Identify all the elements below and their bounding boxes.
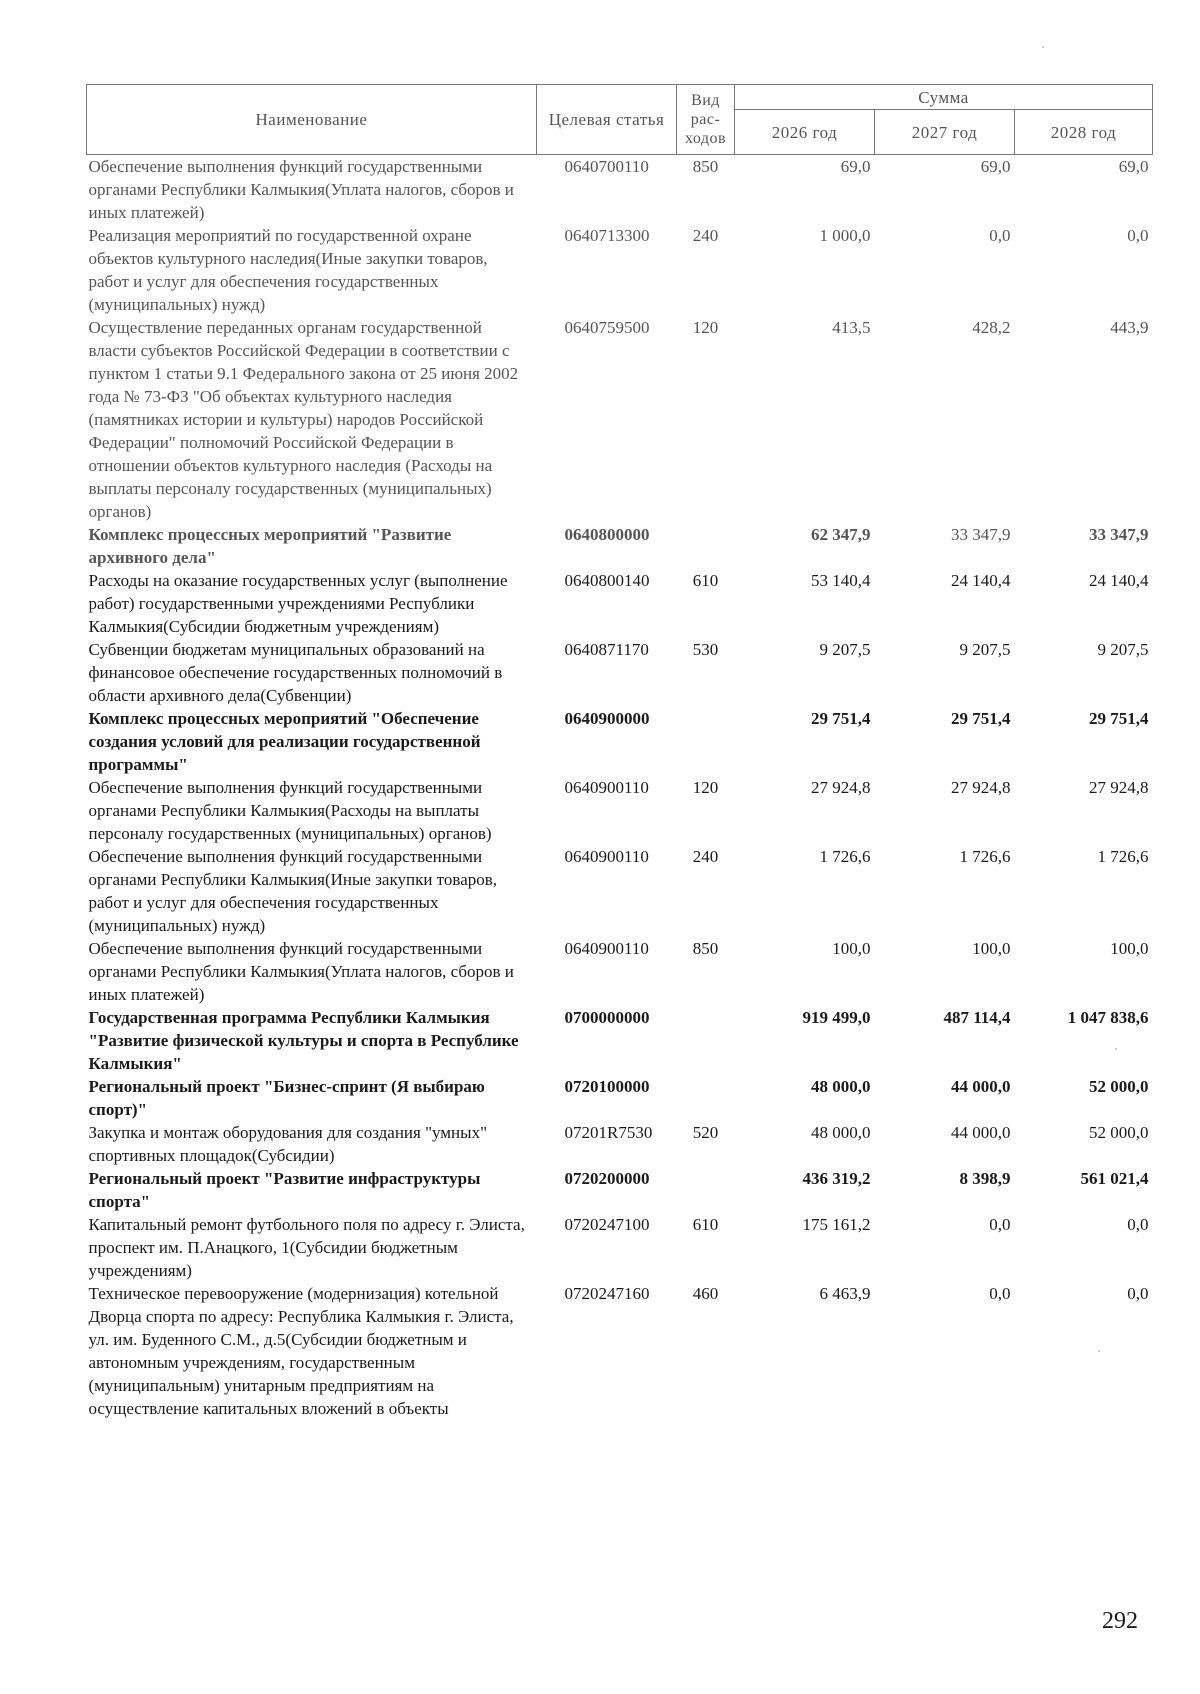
row-type	[677, 707, 735, 776]
row-name: Обеспечение выполнения функций государственными органами Республики Калмыкия(Расходы на выплаты персоналу государственных (муниципальных) органов)	[88, 778, 492, 843]
row-y2: 428,2	[972, 318, 1011, 337]
row-y3: 69,0	[1118, 157, 1149, 176]
row-code: 0640900110	[564, 778, 649, 797]
table-row	[87, 638, 1153, 707]
header-type: Вид рас-ходов	[677, 85, 735, 155]
row-name: Реализация мероприятий по государственной охране объектов культурного наследия(Иные закупки товаров, работ и услуг для обеспечения государственных (муниципальных) нужд)	[88, 226, 488, 314]
row-y1: 48 000,0	[811, 1123, 871, 1142]
header-year-2027: 2027 год	[875, 110, 1015, 155]
table-row	[87, 1121, 1153, 1167]
row-y3: 33 347,9	[1089, 525, 1149, 544]
row-type: 120	[692, 778, 719, 797]
row-y2: 0,0	[989, 1215, 1011, 1234]
table-row	[87, 1282, 1153, 1420]
row-name: Расходы на оказание государственных услуг (выполнение работ) государственными учреждениями Республики Калмыкия(Субсидии бюджетным учреждениям)	[88, 571, 508, 636]
row-y1: 53 140,4	[811, 571, 871, 590]
row-y1: 436 319,2	[802, 1169, 871, 1188]
row-y3: 0,0	[1127, 1215, 1149, 1234]
table-row	[87, 1006, 1153, 1075]
table-body	[87, 155, 1153, 1421]
row-type: 530	[692, 640, 719, 659]
row-y2: 27 924,8	[951, 778, 1011, 797]
row-y2: 8 398,9	[959, 1169, 1011, 1188]
row-y1: 919 499,0	[802, 1008, 871, 1027]
row-name: Осуществление переданных органам государственной власти субъектов Российской Федерации в соответствии с пунктом 1 статьи 9.1 Федерального закона от 25 июня 2002 года № 73-ФЗ "Об объектах культурного наследия (памятниках истории и культуры) народов Российской Федерации" полномочий Российской Федерации в отношении объектов культурного наследия (Расходы на выплаты персоналу государственных (муниципальных) органов)	[88, 318, 519, 521]
row-name: Капитальный ремонт футбольного поля по адресу г. Элиста, проспект им. П.Анацкого, 1(Субсидии бюджетным учреждениям)	[88, 1215, 525, 1280]
row-y1: 1 726,6	[819, 847, 871, 866]
row-y1: 27 924,8	[811, 778, 871, 797]
budget-table	[86, 84, 1153, 1420]
row-code: 0640800140	[564, 571, 650, 590]
row-y3: 9 207,5	[1097, 640, 1149, 659]
row-code: 0640759500	[564, 318, 650, 337]
table-row	[87, 937, 1153, 1006]
row-name: Региональный проект "Бизнес-спринт (Я выбираю спорт)"	[88, 1077, 485, 1119]
row-type: 120	[692, 318, 719, 337]
row-name: Субвенции бюджетам муниципальных образований на финансовое обеспечение государственных полномочий в области архивного дела(Субвенции)	[88, 640, 503, 705]
row-code: 07201R7530	[564, 1123, 653, 1142]
row-name: Обеспечение выполнения функций государственными органами Республики Калмыкия(Иные закупки товаров, работ и услуг для обеспечения государственных (муниципальных) нужд)	[88, 847, 498, 935]
header-name: Наименование	[87, 85, 537, 155]
row-y1: 9 207,5	[819, 640, 871, 659]
row-type: 610	[692, 571, 719, 590]
header-sum: Сумма	[735, 85, 1153, 110]
row-type: 240	[692, 847, 719, 866]
row-y2: 0,0	[989, 226, 1011, 245]
row-type: 520	[692, 1123, 719, 1142]
row-type	[677, 1167, 735, 1213]
table-row	[87, 845, 1153, 937]
row-code: 0640900110	[564, 847, 649, 866]
row-y1: 1 000,0	[819, 226, 871, 245]
row-type	[677, 523, 735, 569]
row-code: 0640713300	[564, 226, 650, 245]
row-code: 0720247100	[564, 1215, 650, 1234]
row-y3: 52 000,0	[1089, 1077, 1149, 1096]
row-y3: 561 021,4	[1080, 1169, 1149, 1188]
row-name: Техническое перевооружение (модернизация) котельной Дворца спорта по адресу: Республика Калмыкия г. Элиста, ул. им. Буденного С.М., д.5(Субсидии бюджетным и автономным учреждениям, государственным (муниципальным) унитарным предприятиям на осуществление капитальных вложений в объекты	[88, 1284, 514, 1418]
row-name: Региональный проект "Развитие инфраструктуры спорта"	[88, 1169, 481, 1211]
row-y3: 1 047 838,6	[1067, 1008, 1149, 1027]
row-y2: 1 726,6	[959, 847, 1011, 866]
row-y2: 0,0	[989, 1284, 1011, 1303]
row-code: 0720100000	[564, 1077, 650, 1096]
table-row	[87, 316, 1153, 523]
row-y1: 48 000,0	[811, 1077, 871, 1096]
table-row	[87, 155, 1153, 225]
row-type: 850	[692, 157, 719, 176]
scan-speck	[1115, 1048, 1117, 1050]
row-type: 240	[692, 226, 719, 245]
header-year-2026: 2026 год	[735, 110, 875, 155]
row-y2: 100,0	[972, 939, 1011, 958]
row-y3: 29 751,4	[1089, 709, 1149, 728]
header-code: Целевая статья	[537, 85, 677, 155]
row-type: 460	[692, 1284, 719, 1303]
row-y3: 24 140,4	[1089, 571, 1149, 590]
row-y2: 487 114,4	[943, 1008, 1011, 1027]
row-y3: 0,0	[1127, 1284, 1149, 1303]
table-row	[87, 1075, 1153, 1121]
scan-speck	[1042, 46, 1044, 48]
row-y1: 29 751,4	[811, 709, 871, 728]
row-y2: 33 347,9	[951, 525, 1011, 544]
row-type: 850	[692, 939, 719, 958]
row-code: 0640871170	[564, 640, 649, 659]
row-name: Обеспечение выполнения функций государственными органами Республики Калмыкия(Уплата налогов, сборов и иных платежей)	[88, 939, 514, 1004]
header-year-2028: 2028 год	[1015, 110, 1153, 155]
table-row	[87, 569, 1153, 638]
row-code: 0640900000	[564, 709, 650, 728]
row-y1: 413,5	[832, 318, 871, 337]
row-y2: 24 140,4	[951, 571, 1011, 590]
table-row	[87, 1167, 1153, 1213]
page-number: 292	[1102, 1608, 1138, 1634]
table-row	[87, 523, 1153, 569]
table-row	[87, 776, 1153, 845]
row-name: Комплекс процессных мероприятий "Развитие архивного дела"	[88, 525, 452, 567]
row-y3: 52 000,0	[1089, 1123, 1149, 1142]
row-y2: 69,0	[980, 157, 1011, 176]
row-y3: 0,0	[1127, 226, 1149, 245]
row-type	[677, 1075, 735, 1121]
row-y3: 1 726,6	[1097, 847, 1149, 866]
row-code: 0700000000	[564, 1008, 650, 1027]
table-row	[87, 707, 1153, 776]
row-y1: 69,0	[840, 157, 871, 176]
row-code: 0640800000	[564, 525, 650, 544]
table-header	[87, 85, 1153, 155]
row-name: Закупка и монтаж оборудования для создания "умных" спортивных площадок(Субсидии)	[88, 1123, 488, 1165]
scan-speck	[1098, 1350, 1100, 1352]
row-y2: 29 751,4	[951, 709, 1011, 728]
table-row	[87, 1213, 1153, 1282]
row-y1: 100,0	[832, 939, 871, 958]
row-y1: 175 161,2	[802, 1215, 871, 1234]
table-row	[87, 224, 1153, 316]
row-y2: 9 207,5	[959, 640, 1011, 659]
row-code: 0720247160	[564, 1284, 650, 1303]
row-y1: 62 347,9	[811, 525, 871, 544]
row-name: Государственная программа Республики Калмыкия "Развитие физической культуры и спорта в Республике Калмыкия"	[88, 1008, 519, 1073]
row-y3: 27 924,8	[1089, 778, 1149, 797]
row-type: 610	[692, 1215, 719, 1234]
row-y2: 44 000,0	[951, 1123, 1011, 1142]
row-code: 0720200000	[564, 1169, 650, 1188]
row-name: Комплекс процессных мероприятий "Обеспечение создания условий для реализации государственной программы"	[88, 709, 481, 774]
row-type	[677, 1006, 735, 1075]
row-name: Обеспечение выполнения функций государственными органами Республики Калмыкия(Уплата налогов, сборов и иных платежей)	[88, 157, 514, 222]
row-y3: 443,9	[1110, 318, 1149, 337]
row-code: 0640700110	[564, 157, 649, 176]
row-code: 0640900110	[564, 939, 649, 958]
row-y2: 44 000,0	[951, 1077, 1011, 1096]
row-y1: 6 463,9	[819, 1284, 871, 1303]
row-y3: 100,0	[1110, 939, 1149, 958]
